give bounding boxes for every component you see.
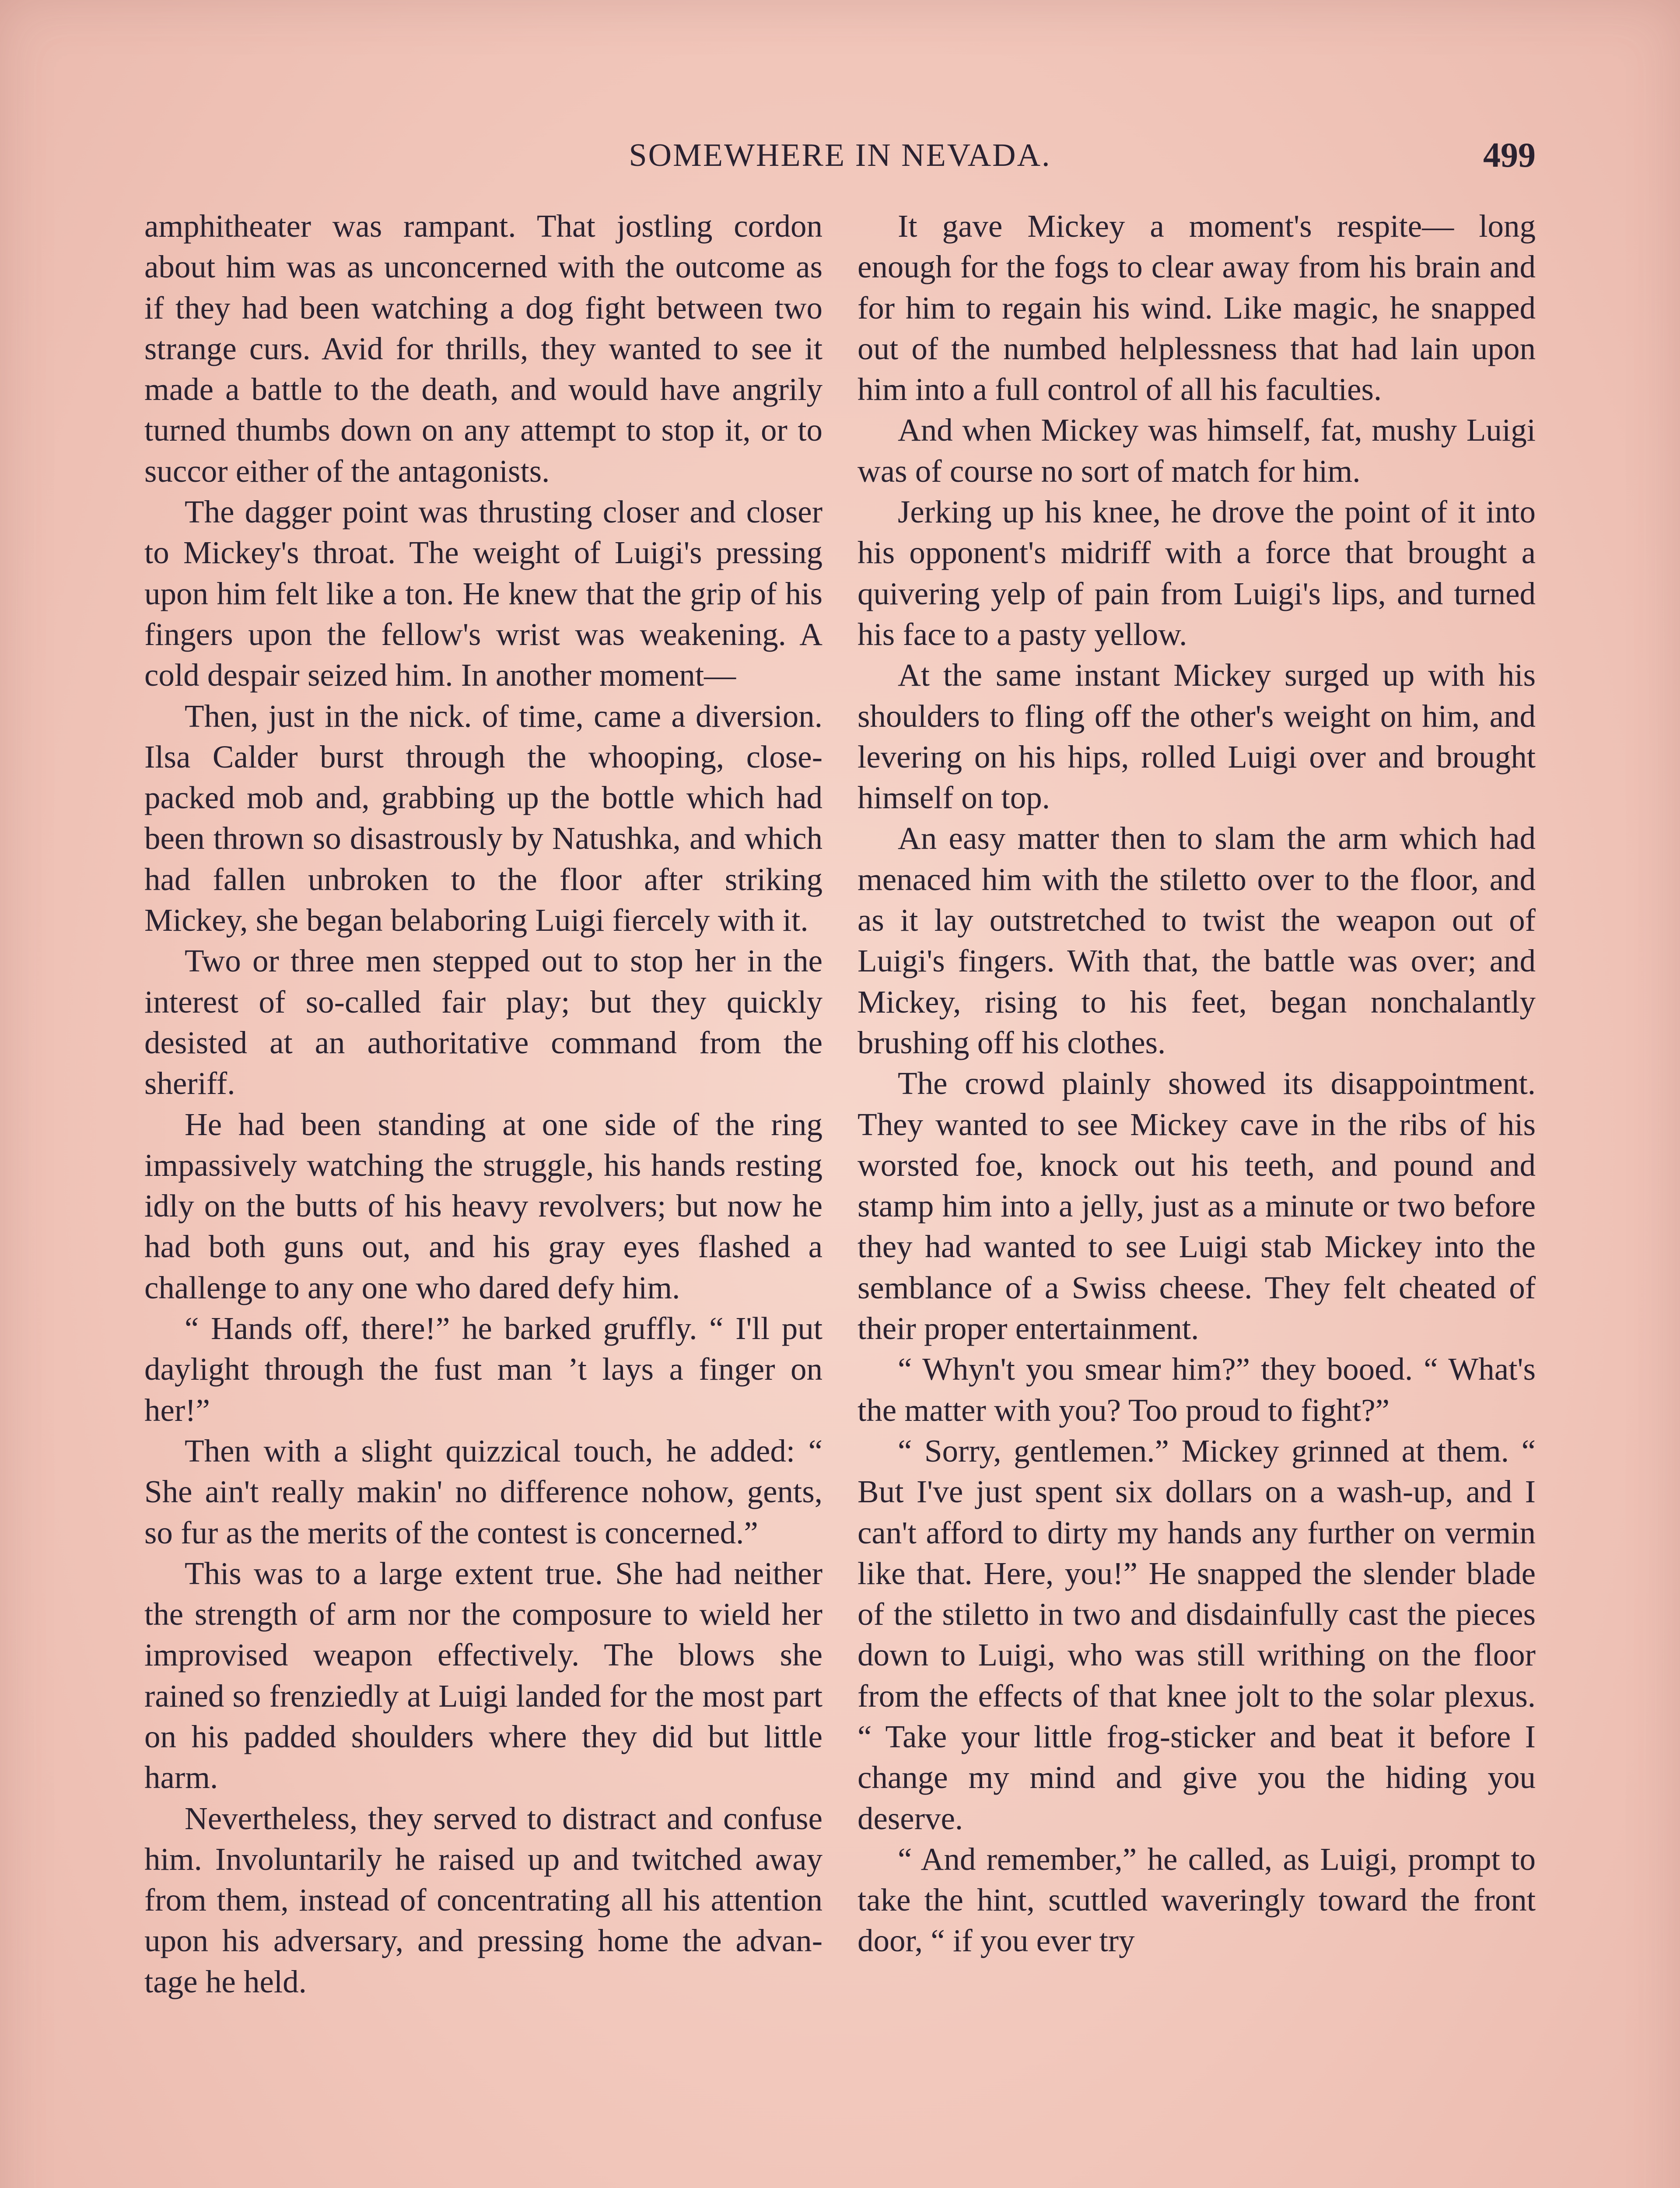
paragraph: Then with a slight quizzical touch, he added: “ She ain't really makin' no difference nohow, gents, so fur as the merits of the contest is concerned.” [144,1433,822,1550]
paragraph: This was to a large extent true. She had neither the strength of arm nor the composure to wield her improvised weapon effectively. The blows she rained so frenziedly at Luigi landed for the most part on his padded shoulders where they did but little harm. [144,1555,822,1795]
paragraph: And when Mickey was himself, fat, mushy Luigi was of course no sort of match for him. [858,412,1536,489]
paragraph: “ And remember,” he called, as Luigi, prompt to take the hint, scuttled waveringly toward the front door, “ if you ever try [858,1841,1536,1959]
paragraph: Two or three men stepped out to stop her in the interest of so-called fair play; but they quickly desisted at an authoritative command from the sheriff. [144,943,822,1101]
paragraph: It gave Mickey a moment's respite— long enough for the fogs to clear away from his brain and for him to regain his wind. Like magic, he snapped out of the numbed helplessness that had lain upon him into a full control of all his faculties. [858,208,1536,407]
paragraph: The crowd plainly showed its disappointment. They wanted to see Mickey cave in the ribs of his worsted foe, knock out his teeth, and pound and stamp him into a jelly, just as a minute or two before they had wanted to see Luigi stab Mickey into the semblance of a Swiss cheese. They felt cheated of their proper entertainment. [858,1066,1536,1346]
paragraph: “ Whyn't you smear him?” they booed. “ What's the matter with you? Too proud to fight?” [858,1351,1536,1428]
paragraph: At the same instant Mickey surged up with his shoulders to fling off the other's weight on him, and levering on his hips, rolled Luigi over and brought himself on top. [858,657,1536,816]
paragraph: amphitheater was rampant. That jostling cordon about him was as unconcerned with the outcome as if they had been watching a dog fight between two strange curs. Avid for thrills, they wanted to see it made a battle to the death, and would have angrily turned thumbs down on any attempt to stop it, or to succor either of the antagonists. [144,208,822,489]
left-column [144,206,822,2002]
paragraph: He had been standing at one side of the ring impassively watching the struggle, his hands resting idly on the butts of his heavy revolvers; but now he had both guns out, and his gray eyes flashed a challenge to any one who dared defy him. [144,1106,822,1305]
paragraph: The dagger point was thrusting closer and closer to Mickey's throat. The weight of Luigi's pressing upon him felt like a ton. He knew that the grip of his fingers upon the fellow's wrist was weakening. A cold despair seized him. In another moment— [144,494,822,693]
paragraph: Jerking up his knee, he drove the point of it into his opponent's midriff with a force that brought a quivering yelp of pain from Luigi's lips, and turned his face to a pasty yellow. [858,494,1536,652]
paragraph: Then, just in the nick. of time, came a diversion. Ilsa Calder burst through the whooping, close-packed mob and, grabbing up the bottle which had been thrown so disastrously by Natushka, and which had fallen unbroken to the floor after striking Mickey, she began belaboring Luigi fiercely with it. [144,698,822,938]
paragraph: “ Sorry, gentlemen.” Mickey grinned at them. “ But I've just spent six dollars on a wash-up, and I can't afford to dirty my hands any further on vermin like that. Here, you!” He snapped the slender blade of the stiletto in two and disdainfully cast the pieces down to Luigi, who was still writhing on the floor from the effects of that knee jolt to the solar plexus. “ Take your little frog-sticker and beat it before I change my mind and give you the hiding you deserve. [858,1433,1536,1836]
paragraph: “ Hands off, there!” he barked gruffly. “ I'll put daylight through the fust man ’t lays a finger on her!” [144,1311,822,1428]
running-head: SOMEWHERE IN NEVADA. [629,137,1051,173]
page-header [144,131,1536,179]
right-column [858,206,1536,1961]
paragraph: An easy matter then to slam the arm which had menaced him with the stiletto over to the floor, and as it lay outstretched to twist the weapon out of Luigi's fingers. With that, the battle was over; and Mickey, rising to his feet, began nonchalantly brushing off his clothes. [858,820,1536,1060]
page-number: 499 [1483,136,1536,175]
paragraph: Nevertheless, they served to distract and confuse him. Involuntarily he raised up and twitched away from them, instead of concentrating all his attention upon his adversary, and pressing home the advantage he held. [144,1800,822,1999]
